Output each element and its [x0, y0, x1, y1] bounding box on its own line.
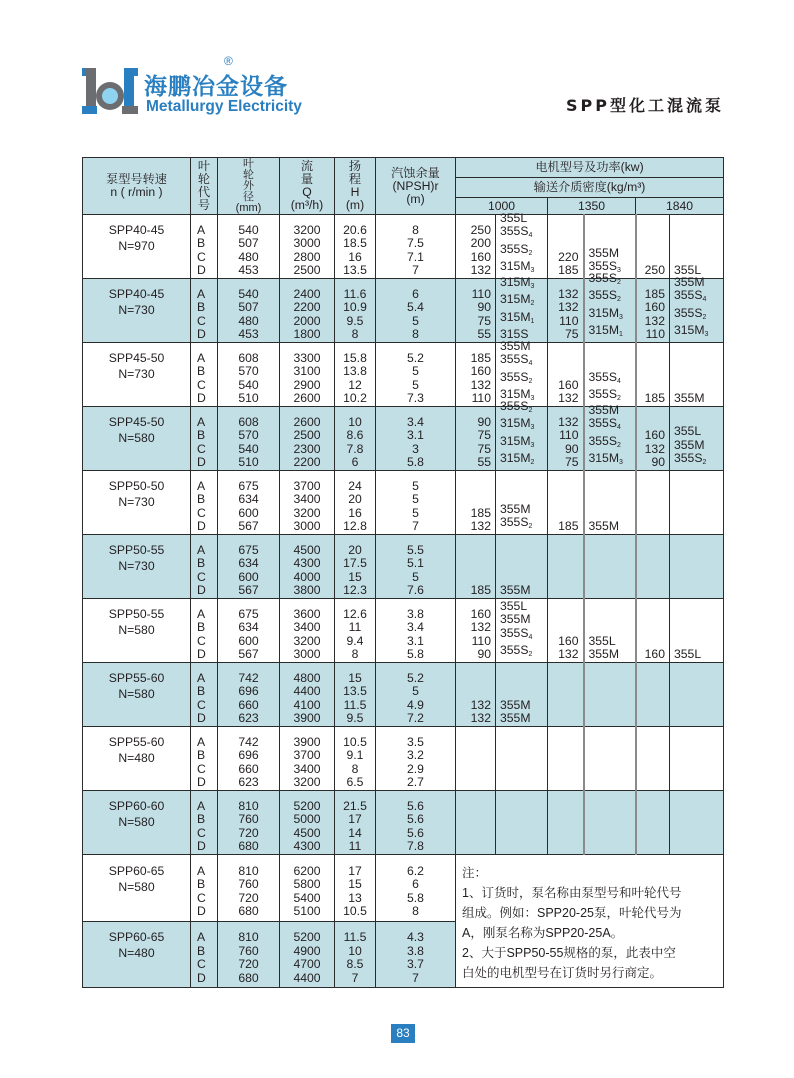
impeller-diameter-cell: 540 507 480 453 — [218, 215, 280, 279]
npsh-cell: 5.5 5.1 5 7.6 — [376, 535, 456, 599]
pump-model-cell: SPP60-65 N=580 — [83, 855, 191, 922]
table-row — [83, 471, 724, 535]
motor-kw-1350-cell: 220 185 — [548, 215, 584, 279]
flow-cell: 4800 4400 4100 3900 — [280, 663, 335, 727]
motor-model-1840-cell — [670, 663, 724, 727]
table-row — [83, 727, 724, 791]
motor-kw-1350-cell — [548, 663, 584, 727]
npsh-cell: 4.3 3.8 3.7 7 — [376, 921, 456, 988]
motor-model-1000-cell: $355S_2$ $315M_3$ $315M_3$ $315M_2$ — [496, 407, 548, 471]
motor-kw-1350-cell: 132 110 90 75 — [548, 407, 584, 471]
flow-cell: 3600 3400 3200 3000 — [280, 599, 335, 663]
head-cell: 15.8 13.8 12 10.2 — [335, 343, 376, 407]
registered-mark: ® — [224, 54, 233, 68]
impeller-code-cell: A B C D — [191, 215, 218, 279]
motor-kw-1000-cell — [456, 791, 496, 855]
motor-model-1840-cell — [670, 535, 724, 599]
table-row — [83, 663, 724, 727]
motor-kw-1840-cell: 185 160 132 110 — [636, 279, 670, 343]
pump-model-cell: SPP60-60 N=580 — [83, 791, 191, 855]
impeller-code-cell: A B C D — [191, 599, 218, 663]
npsh-cell: 5.2 5 4.9 7.2 — [376, 663, 456, 727]
motor-model-1000-cell — [496, 727, 548, 791]
motor-model-1350-cell — [584, 727, 636, 791]
impeller-diameter-cell: 810 760 720 680 — [218, 791, 280, 855]
pump-model-cell: SPP40-45 N=730 — [83, 279, 191, 343]
flow-cell: 2400 2200 2000 1800 — [280, 279, 335, 343]
impeller-code-cell: A B C D — [191, 727, 218, 791]
motor-model-1350-cell: $355S_2$ $355S_2$ $315M_3$ $315M_1$ — [584, 279, 636, 343]
flow-cell: 3700 3400 3200 3000 — [280, 471, 335, 535]
motor-model-1350-cell — [584, 791, 636, 855]
page-title: SPP型化工混流泵 — [566, 96, 724, 115]
motor-kw-1840-cell: 185 — [636, 343, 670, 407]
note-line: 白处的电机型号在订货时另行商定。 — [462, 966, 663, 980]
motor-model-1000-cell: 355M 355M — [496, 663, 548, 727]
header-density-1350: 1350 — [548, 198, 636, 215]
header-impeller-code: 叶 轮 代 号 — [191, 158, 218, 215]
header-pump-model: 泵型号转速 n ( r/min ) — [83, 158, 191, 215]
flow-cell: 4500 4300 4000 3800 — [280, 535, 335, 599]
note-line: 注： — [462, 866, 488, 880]
motor-kw-1350-cell — [548, 791, 584, 855]
head-cell: 15 13.5 11.5 9.5 — [335, 663, 376, 727]
motor-kw-1840-cell — [636, 471, 670, 535]
note-line: 2、大于SPP50-55规格的泵，此表中空 — [462, 946, 676, 960]
pump-model-cell: SPP50-50 N=730 — [83, 471, 191, 535]
pump-model-cell: SPP45-50 N=730 — [83, 343, 191, 407]
motor-kw-1000-cell: 132 132 — [456, 663, 496, 727]
header-density-1840: 1840 — [636, 198, 724, 215]
pump-model-cell: SPP60-65 N=480 — [83, 921, 191, 988]
head-cell: 20.6 18.5 16 13.5 — [335, 215, 376, 279]
motor-model-1840-cell: 355M — [670, 343, 724, 407]
flow-cell: 5200 5000 4500 4300 — [280, 791, 335, 855]
motor-model-1350-cell — [584, 535, 636, 599]
motor-kw-1840-cell — [636, 727, 670, 791]
npsh-cell: 3.8 3.4 3.1 5.8 — [376, 599, 456, 663]
impeller-diameter-cell: 675 634 600 567 — [218, 599, 280, 663]
table-row — [83, 535, 724, 599]
impeller-diameter-cell: 608 570 540 510 — [218, 407, 280, 471]
motor-kw-1000-cell: 250 200 160 132 — [456, 215, 496, 279]
motor-kw-1000-cell: 185 132 — [456, 471, 496, 535]
pump-spec-table — [82, 157, 724, 988]
motor-model-1000-cell: 355M — [496, 535, 548, 599]
impeller-diameter-cell: 810 760 720 680 — [218, 921, 280, 988]
head-cell: 10 8.6 7.8 6 — [335, 407, 376, 471]
motor-model-1840-cell: 355L — [670, 599, 724, 663]
table-row — [83, 791, 724, 855]
impeller-diameter-cell: 540 507 480 453 — [218, 279, 280, 343]
npsh-cell: 3.5 3.2 2.9 2.7 — [376, 727, 456, 791]
order-notes — [456, 855, 724, 988]
impeller-code-cell: A B C D — [191, 279, 218, 343]
header-density-1000: 1000 — [456, 198, 548, 215]
company-logo — [82, 56, 312, 122]
note-line: 组成。例如：SPP20-25泵，叶轮代号为 — [462, 906, 682, 920]
header-impeller-diameter: 叶 轮 外 径 (mm) — [218, 158, 280, 215]
table-row — [83, 407, 724, 471]
pump-model-cell: SPP45-50 N=580 — [83, 407, 191, 471]
impeller-diameter-cell: 608 570 540 510 — [218, 343, 280, 407]
motor-model-1840-cell: 355L 355M $355S_2$ — [670, 407, 724, 471]
head-cell: 17 15 13 10.5 — [335, 855, 376, 922]
motor-model-1350-cell: 355L 355M — [584, 599, 636, 663]
motor-model-1000-cell — [496, 791, 548, 855]
flow-cell: 6200 5800 5400 5100 — [280, 855, 335, 922]
impeller-code-cell: A B C D — [191, 791, 218, 855]
npsh-cell: 5.2 5 5 7.3 — [376, 343, 456, 407]
header-motor-group: 电机型号及功率(kw) — [456, 158, 724, 178]
npsh-cell: 6.2 6 5.8 8 — [376, 855, 456, 922]
head-cell: 11.5 10 8.5 7 — [335, 921, 376, 988]
pump-model-cell: SPP50-55 N=730 — [83, 535, 191, 599]
motor-model-1000-cell: $315M_3$ $315M_2$ $315M_1$ 315S — [496, 279, 548, 343]
motor-model-1350-cell — [584, 663, 636, 727]
impeller-diameter-cell: 675 634 600 567 — [218, 535, 280, 599]
table-row — [83, 215, 724, 279]
flow-cell: 3200 3000 2800 2500 — [280, 215, 335, 279]
motor-kw-1350-cell — [548, 727, 584, 791]
flow-cell: 5200 4900 4700 4400 — [280, 921, 335, 988]
head-cell: 24 20 16 12.8 — [335, 471, 376, 535]
motor-kw-1000-cell — [456, 727, 496, 791]
motor-model-1350-cell: 355M $355S_4$ $355S_2$ $315M_3$ — [584, 407, 636, 471]
motor-kw-1000-cell: 160 132 110 90 — [456, 599, 496, 663]
motor-model-1840-cell — [670, 791, 724, 855]
header-head: 扬 程 H (m) — [335, 158, 376, 215]
impeller-diameter-cell: 675 634 600 567 — [218, 471, 280, 535]
hp-logo-icon — [82, 66, 138, 116]
motor-kw-1350-cell: 185 — [548, 471, 584, 535]
head-cell: 20 17.5 15 12.3 — [335, 535, 376, 599]
impeller-code-cell: A B C D — [191, 343, 218, 407]
motor-kw-1840-cell: 160 132 90 — [636, 407, 670, 471]
pump-model-cell: SPP55-60 N=480 — [83, 727, 191, 791]
motor-model-1840-cell: 355M $355S_4$ $355S_2$ $315M_3$ — [670, 279, 724, 343]
impeller-diameter-cell: 742 696 660 623 — [218, 663, 280, 727]
impeller-code-cell: A B C D — [191, 471, 218, 535]
npsh-cell: 5.6 5.6 5.6 7.8 — [376, 791, 456, 855]
motor-model-1000-cell: 355L $355S_4$ $355S_2$ $315M_3$ — [496, 215, 548, 279]
motor-kw-1840-cell — [636, 663, 670, 727]
motor-model-1840-cell: 355L — [670, 215, 724, 279]
table-row — [83, 343, 724, 407]
head-cell: 21.5 17 14 11 — [335, 791, 376, 855]
note-line: A，刚泵名称为SPP20-25A。 — [462, 926, 624, 940]
flow-cell: 3300 3100 2900 2600 — [280, 343, 335, 407]
header-flow: 流 量 Q (m³/h) — [280, 158, 335, 215]
impeller-code-cell: A B C D — [191, 663, 218, 727]
motor-kw-1840-cell — [636, 791, 670, 855]
head-cell: 11.6 10.9 9.5 8 — [335, 279, 376, 343]
motor-kw-1840-cell — [636, 535, 670, 599]
motor-model-1000-cell: 355M $355S_4$ $355S_2$ $315M_3$ — [496, 343, 548, 407]
motor-kw-1350-cell: 160 132 — [548, 343, 584, 407]
head-cell: 10.5 9.1 8 6.5 — [335, 727, 376, 791]
impeller-code-cell: A B C D — [191, 535, 218, 599]
table-row — [83, 599, 724, 663]
page-number: 83 — [391, 1024, 415, 1043]
motor-model-1350-cell: 355M $355S_3$ — [584, 215, 636, 279]
npsh-cell: 3.4 3.1 3 5.8 — [376, 407, 456, 471]
motor-kw-1350-cell — [548, 535, 584, 599]
motor-model-1350-cell: $355S_4$ $355S_2$ — [584, 343, 636, 407]
header-density-group: 输送介质密度(kg/m³) — [456, 178, 724, 198]
pump-model-cell: SPP40-45 N=970 — [83, 215, 191, 279]
header-npsh: 汽蚀余量 (NPSH)r (m) — [376, 158, 456, 215]
impeller-diameter-cell: 742 696 660 623 — [218, 727, 280, 791]
head-cell: 12.6 11 9.4 8 — [335, 599, 376, 663]
npsh-cell: 8 7.5 7.1 7 — [376, 215, 456, 279]
impeller-code-cell: A B C D — [191, 855, 218, 922]
motor-kw-1000-cell: 90 75 75 55 — [456, 407, 496, 471]
motor-kw-1000-cell: 110 90 75 55 — [456, 279, 496, 343]
motor-kw-1840-cell: 160 — [636, 599, 670, 663]
motor-model-1840-cell — [670, 471, 724, 535]
note-line: 1、订货时，泵名称由泵型号和叶轮代号 — [462, 886, 682, 900]
impeller-code-cell: A B C D — [191, 407, 218, 471]
table-row — [83, 855, 724, 922]
motor-kw-1000-cell: 185 — [456, 535, 496, 599]
impeller-code-cell: A B C D — [191, 921, 218, 988]
motor-model-1000-cell: 355M $355S_2$ — [496, 471, 548, 535]
table-row — [83, 279, 724, 343]
brand-name-en: Metallurgy Electricity — [146, 98, 302, 115]
pump-model-cell: SPP55-60 N=580 — [83, 663, 191, 727]
motor-kw-1840-cell: 250 — [636, 215, 670, 279]
motor-kw-1000-cell: 185 160 132 110 — [456, 343, 496, 407]
pump-model-cell: SPP50-55 N=580 — [83, 599, 191, 663]
motor-model-1840-cell — [670, 727, 724, 791]
brand-name-cn: 海鹏冶金设备 — [144, 74, 288, 100]
motor-kw-1350-cell: 132 132 110 75 — [548, 279, 584, 343]
flow-cell: 3900 3700 3400 3200 — [280, 727, 335, 791]
flow-cell: 2600 2500 2300 2200 — [280, 407, 335, 471]
npsh-cell: 6 5.4 5 8 — [376, 279, 456, 343]
motor-model-1350-cell: 355M — [584, 471, 636, 535]
npsh-cell: 5 5 5 7 — [376, 471, 456, 535]
motor-kw-1350-cell: 160 132 — [548, 599, 584, 663]
motor-model-1000-cell: 355L 355M $355S_4$ $355S_2$ — [496, 599, 548, 663]
impeller-diameter-cell: 810 760 720 680 — [218, 855, 280, 922]
